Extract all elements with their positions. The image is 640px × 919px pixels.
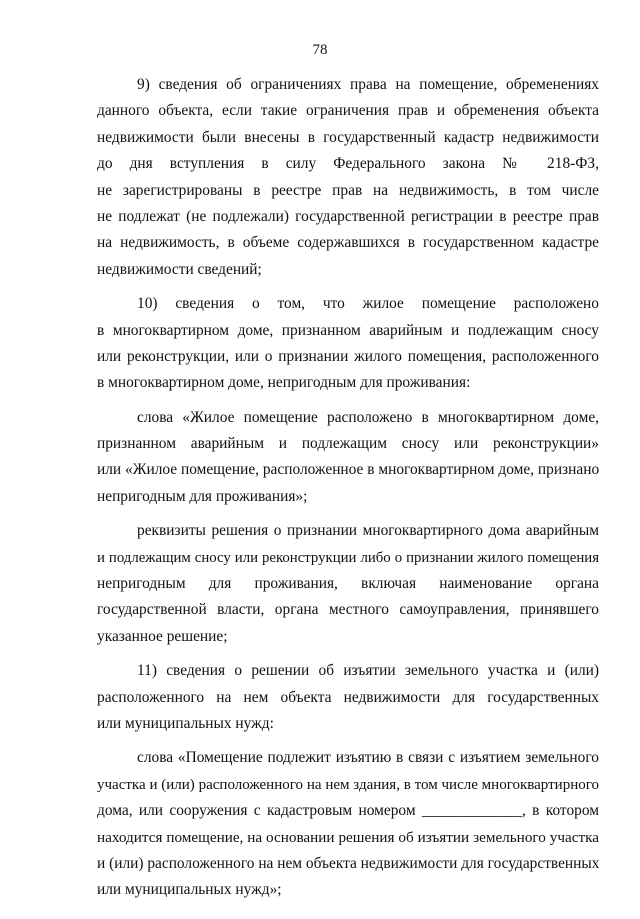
text-line: находится помещение, на основании решения об изъятии земельного участка [97,828,599,846]
text-line: дома, или сооружения с кадастровым номером _____________, в котором [97,802,599,820]
text-line: или муниципальных нужд»; [97,881,282,899]
text-line: в многоквартирном доме, непригодным для проживания: [97,374,471,392]
paragraph [97,745,599,903]
text-line: недвижимости сведений; [97,260,262,278]
text-line: и (или) расположенного на нем объекта недвижимости для государственных [97,854,599,872]
paragraph [97,72,599,283]
text-line: 9) сведения об ограничениях права на помещение, обременениях [137,76,599,93]
text-line: 10) сведения о том, что жилое помещение расположено [137,295,599,313]
text-line: участка и (или) расположенного на нем здания, в том числе многоквартирного [97,776,599,793]
text-line: расположенного на нем объекта недвижимости для государственных [97,688,599,706]
text-line: до дня вступления в силу Федерального закона № 218-ФЗ, [97,155,599,173]
text-line: слова «Помещение подлежит изъятию в связи с изъятием земельного [137,749,599,767]
text-line: или «Жилое помещение, расположенное в многоквартирном доме, признано [97,461,599,479]
text-line: слова «Жилое помещение расположено в многоквартирном доме, [137,408,599,426]
paragraph [97,405,599,511]
page-number: 78 [312,42,328,58]
text-line: или реконструкции, или о признании жилого помещения, расположенного [97,347,599,365]
document-body [97,72,599,912]
paragraph [97,658,599,737]
text-line: признанном аварийным и подлежащим сносу или реконструкции» [97,435,599,453]
text-line: недвижимости были внесены в государственный кадастр недвижимости [97,128,599,146]
text-line: или муниципальных нужд: [97,714,274,732]
text-line: не подлежат (не подлежали) государственной регистрации в реестре прав [97,207,599,225]
text-line: не зарегистрированы в реестре прав на недвижимость, в том числе [97,181,599,199]
text-line: реквизиты решения о признании многоквартирного дома аварийным [137,522,599,540]
text-line: 11) сведения о решении об изъятии земельного участка и (или) [137,662,599,680]
text-line: непригодным для проживания»; [97,487,308,505]
text-line: данного объекта, если такие ограничения прав и обременения объекта [97,102,599,120]
text-line: и подлежащим сносу или реконструкции либо о признании жилого помещения [97,549,599,566]
text-line: государственной власти, органа местного самоуправления, принявшего [97,601,599,619]
text-line: указанное решение; [97,627,228,645]
paragraph [97,291,599,397]
paragraph [97,518,599,650]
text-line: на недвижимость, в объеме содержавшихся в государственном кадастре [97,234,599,252]
text-line: в многоквартирном доме, признанном аварийным и подлежащим сносу [97,321,599,339]
text-line: непригодным для проживания, включая наименование органа [97,575,599,593]
